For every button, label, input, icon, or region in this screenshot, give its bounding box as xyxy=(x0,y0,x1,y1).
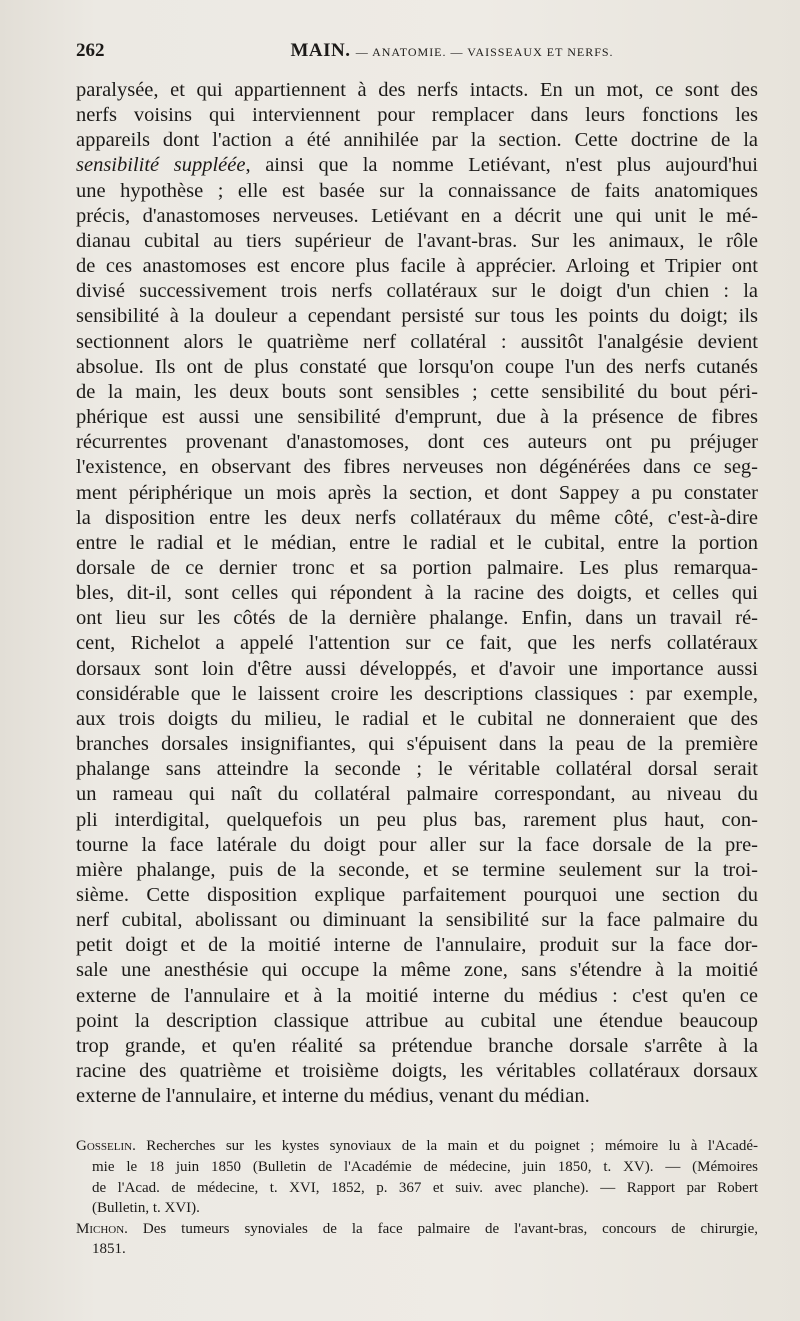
body-line: sensibilité suppléée, ainsi que la nomme Letiévant, n'est plus aujourd'hui xyxy=(76,154,758,177)
body-line: sensibilité à la douleur a cependant persisté sur tous les points du doigt; ils xyxy=(76,305,758,328)
running-title xyxy=(186,40,758,62)
footnote-line xyxy=(76,1239,758,1260)
body-line: sale une anesthésie qui occupe la même zone, sans s'étendre à la moitié xyxy=(76,959,758,982)
body-line: précis, d'anastomoses nerveuses. Letiévant en a décrit une qui unit le mé- xyxy=(76,204,758,227)
footnote-line: Gosselin. Recherches sur les kystes synoviaux de la main et du poignet ; mémoire lu à l'Acadé- xyxy=(76,1138,758,1155)
body-line: ment périphérique un mois après la section, et dont Sappey a pu constater xyxy=(76,481,758,504)
body-line: de la main, les deux bouts sont sensibles ; cette sensibilité du bout péri- xyxy=(76,380,758,403)
footnote-author: Michon xyxy=(76,1220,125,1237)
footnote-text: (Bulletin, t. XVI). xyxy=(92,1200,200,1217)
body-line: divisé successivement trois nerfs collatéraux sur le doigt d'un chien : la xyxy=(76,280,758,303)
italic-term: sensibilité suppléée xyxy=(76,154,246,177)
body-line: branches dorsales insignifiantes, qui s'épuisent dans la peau de la première xyxy=(76,733,758,756)
body-line: paralysée, et qui appartiennent à des nerfs intacts. En un mot, ce sont des xyxy=(76,79,758,101)
page-number: 262 xyxy=(76,40,105,61)
body-line: externe de l'annulaire, et interne du médius, venant du médian. xyxy=(76,1085,590,1108)
body-line: une hypothèse ; elle est basée sur la connaissance de faits anatomiques xyxy=(76,179,758,202)
running-title-rest: — ANATOMIE. — VAISSEAUX ET NERFS. xyxy=(355,45,614,59)
footnote-line: Michon. Des tumeurs synoviales de la face palmaire de l'avant-bras, concours de chirurgie, xyxy=(76,1220,759,1237)
body-line: nerf cubital, abolissant ou diminuant la sensibilité sur la face palmaire du xyxy=(76,909,758,932)
body-line: pli interdigital, quelquefois un peu plus bas, rarement plus haut, con- xyxy=(76,808,758,831)
footnote-text: 1851. xyxy=(92,1241,126,1258)
body-line: phalange sans atteindre la seconde ; le véritable collatéral dorsal serait xyxy=(76,758,758,781)
footnote-text: de l'Acad. de médecine, t. XVI, 1852, p. 367 et suiv. avec planche). — Rapport par Robert xyxy=(92,1179,758,1196)
body-line: ont lieu sur les côtés de la dernière phalange. Enfin, dans un travail ré- xyxy=(76,607,758,630)
body-line: récurrentes provenant d'anastomoses, dont ces auteurs ont pu préjuger xyxy=(76,431,758,454)
body-line: externe de l'annulaire et à la moitié interne du médius : c'est qu'en ce xyxy=(76,984,758,1007)
body-line: petit doigt et de la moitié interne de l'annulaire, produit sur la face dor- xyxy=(76,934,758,957)
body-line: racine des quatrième et troisième doigts, les véritables collatéraux dorsaux xyxy=(76,1060,758,1083)
body-line: absolue. Ils ont de plus constaté que lorsqu'on coupe l'un des nerfs cutanés xyxy=(76,355,758,378)
body-line: mière phalange, puis de la seconde, et se termine seulement sur la troi- xyxy=(76,858,758,881)
body-line: phérique est aussi une sensibilité d'emprunt, due à la présence de fibres xyxy=(76,406,758,429)
footnote-line xyxy=(76,1198,758,1219)
body-line: bles, dit-il, sont celles qui répondent à la racine des doigts, et celles qui xyxy=(76,582,758,605)
footnote-text: Des tumeurs synoviales de la face palmaire de l'avant-bras, concours de chirurgie, xyxy=(142,1220,759,1237)
body-line: cent, Richelot a appelé l'attention sur ce fait, que les nerfs collatéraux xyxy=(76,632,758,655)
page-header xyxy=(76,40,758,78)
footnote-line xyxy=(76,1178,758,1199)
footnote-text: Recherches sur les kystes synoviaux de la main et du poignet ; mémoire lu à l'Acadé- xyxy=(146,1138,758,1155)
body-line: la disposition entre les deux nerfs collatéraux du même côté, c'est-à-dire xyxy=(76,506,758,529)
footnote-line xyxy=(76,1157,758,1178)
footnote xyxy=(76,1136,758,1218)
body-line: aux trois doigts du milieu, le radial et le cubital ne donneraient que des xyxy=(76,707,758,730)
running-title-main: MAIN. xyxy=(290,40,351,61)
body-line: de ces anastomoses est encore plus facile à apprécier. Arloing et Tripier ont xyxy=(76,255,758,278)
body-line: sectionnent alors le quatrième nerf collatéral : aussitôt l'analgésie devient xyxy=(76,330,758,353)
footnote xyxy=(76,1219,758,1260)
footnote-text: mie le 18 juin 1850 (Bulletin de l'Académie de médecine, juin 1850, t. XV). — (Mémoires xyxy=(92,1159,758,1175)
footnotes xyxy=(76,1136,758,1260)
body-line: appareils dont l'action a été annihilée par la section. Cette doctrine de la xyxy=(76,129,758,152)
body-line: un rameau qui naît du collatéral palmaire correspondant, au niveau du xyxy=(76,783,758,806)
body-line: trop grande, et qu'en réalité sa prétendue branche dorsale s'arrête à la xyxy=(76,1034,758,1057)
footnote-author: Gosselin xyxy=(76,1138,133,1155)
body-line: sième. Cette disposition explique parfaitement pourquoi une section du xyxy=(76,884,758,906)
body-line: dorsaux sont loin d'être aussi développés, et d'avoir une importance aussi xyxy=(76,657,758,680)
body-line: considérable que le laissent croire les descriptions classiques : par exemple, xyxy=(76,682,758,705)
body-line: entre le radial et le médian, entre le radial et le cubital, entre la portion xyxy=(76,531,758,554)
body-line: dianau cubital au tiers supérieur de l'avant-bras. Sur les animaux, le rôle xyxy=(76,229,758,252)
body-line: l'existence, en observant des fibres nerveuses non dégénérées dans ce seg- xyxy=(76,456,758,479)
body-line: tourne la face latérale du doigt pour aller sur la face dorsale de la pre- xyxy=(76,833,758,856)
body-line: nerfs voisins qui interviennent pour remplacer dans leurs fonctions les xyxy=(76,104,758,127)
body-line: point la description classique attribue au cubital une étendue beaucoup xyxy=(76,1009,758,1032)
body-line: dorsale de ce dernier tronc et sa portion palmaire. Les plus remarqua- xyxy=(76,556,758,579)
body-text xyxy=(76,78,758,1109)
